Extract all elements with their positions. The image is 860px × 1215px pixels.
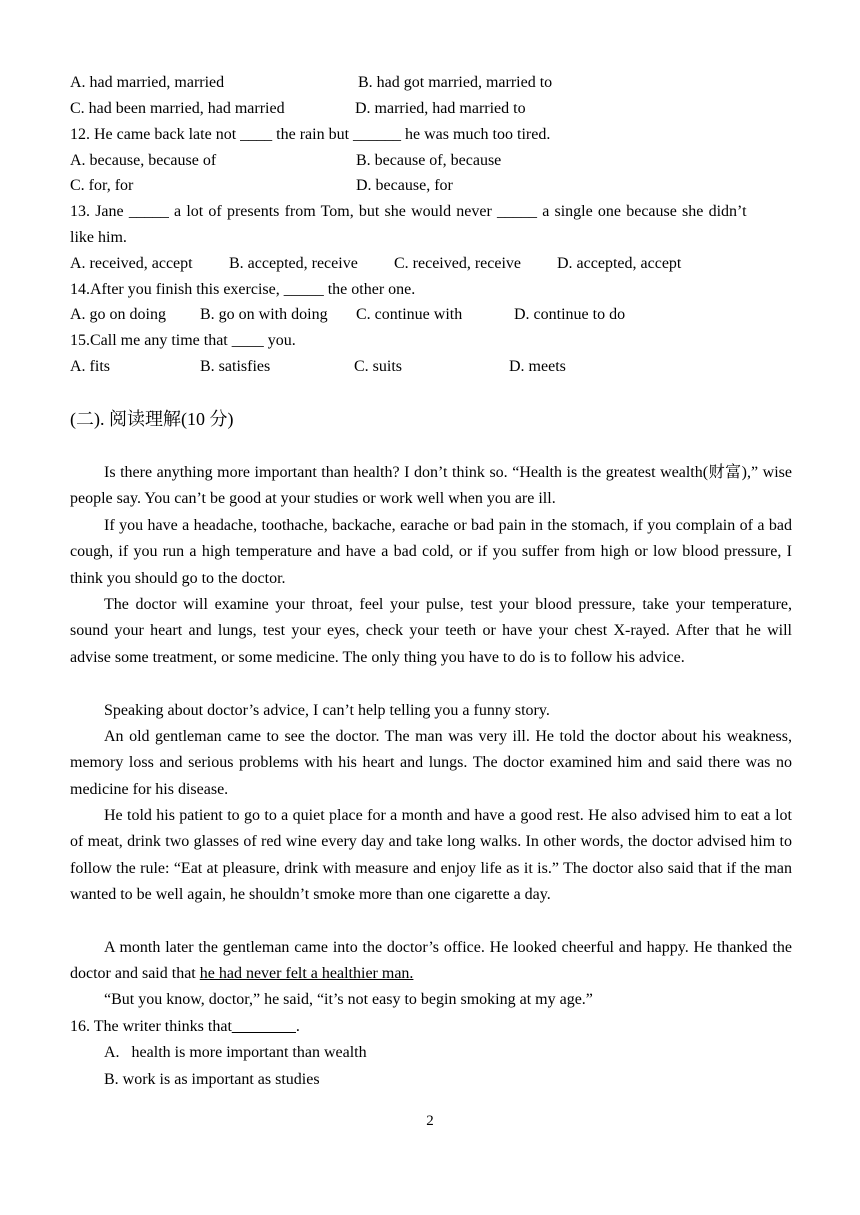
- q15-stem: 15.Call me any time that ____ you.: [70, 332, 296, 349]
- q12-option-d: D. because, for: [356, 177, 453, 194]
- q14-option-c: C. continue with: [356, 306, 463, 323]
- q13-option-c: C. received, receive: [394, 255, 522, 272]
- q13-stem-line1: 13. Jane _____ a lot of presents from Tom, but she would never _____ a single one because she didn’t: [70, 203, 747, 220]
- q14-option-b: B. go on with doing: [200, 306, 328, 323]
- q16-stem-text: 16. The writer thinks that: [70, 1018, 232, 1035]
- q15-option-a: A. fits: [70, 358, 110, 375]
- paragraph-7-text: A month later the gentleman came into the doctor’s office. He looked cheerful and happy. He thanked the doctor and said that: [70, 939, 792, 983]
- q12-option-c: C. for, for: [70, 177, 134, 194]
- q16-stem: [70, 1014, 300, 1040]
- q11-option-d: D. married, had married to: [355, 100, 526, 117]
- q15-option-c: C. suits: [354, 358, 403, 375]
- underlined-sentence: he had never felt a healthier man.: [199, 965, 414, 983]
- passage-paragraph-8: “But you know, doctor,” he said, “it’s not easy to begin smoking at my age.”: [104, 991, 593, 1008]
- passage-paragraph-5: An old gentleman came to see the doctor. The man was very ill. He told the doctor about his weakness, memory loss and serious problems with his heart and lungs. The doctor examined him and said there was no medicine for his disease.: [70, 728, 792, 798]
- q11-option-b: B. had got married, married to: [358, 74, 553, 91]
- q14-option-d: D. continue to do: [514, 306, 626, 323]
- q13-stem-line2: like him.: [70, 229, 127, 246]
- q12-option-a: A. because, because of: [70, 152, 217, 169]
- q13-option-a: A. received, accept: [70, 255, 193, 272]
- q13-option-b: B. accepted, receive: [229, 255, 358, 272]
- q16-option-a: A. health is more important than wealth: [104, 1044, 367, 1061]
- passage-paragraph-6: He told his patient to go to a quiet place for a month and have a good rest. He also advised him to eat a lot of meat, drink two glasses of red wine every day and take long walks. In other words, the doctor advised him to follow the rule: “Eat at pleasure, drink with measure and enjoy life as it is.” The doctor also said that if the man wanted to be well again, he shouldn’t smoke more than one cigarette a day.: [70, 807, 792, 903]
- passage-paragraph-3: The doctor will examine your throat, feel your pulse, test your blood pressure, take your temperature, sound your heart and lungs, test your eyes, check your teeth or have your chest X-rayed. After that he will advise some treatment, or some medicine. The only thing you have to do is to follow his advice.: [70, 596, 792, 666]
- passage-paragraph-1: Is there anything more important than health? I don’t think so. “Health is the greatest wealth(财富),” wise people say. You can’t be good at your studies or work well when you are ill.: [70, 464, 792, 508]
- section-heading: (二). 阅读理解(10 分): [70, 409, 234, 429]
- page-number: 2: [426, 1113, 434, 1129]
- q15-option-d: D. meets: [509, 358, 566, 375]
- q11-option-c: C. had been married, had married: [70, 100, 285, 117]
- q11-option-a: A. had married, married: [70, 74, 225, 91]
- q12-option-b: B. because of, because: [356, 152, 502, 169]
- passage-paragraph-4: Speaking about doctor’s advice, I can’t help telling you a funny story.: [104, 702, 550, 719]
- q16-option-b: B. work is as important as studies: [104, 1071, 320, 1088]
- q15-option-b: B. satisfies: [200, 358, 271, 375]
- q14-option-a: A. go on doing: [70, 306, 166, 323]
- q12-stem: 12. He came back late not ____ the rain but ______ he was much too tired.: [70, 126, 551, 143]
- q13-option-d: D. accepted, accept: [557, 255, 682, 272]
- q16-stem-end: .: [295, 1018, 300, 1035]
- q14-stem: 14.After you finish this exercise, _____ the other one.: [70, 281, 416, 298]
- q16-answer-blank: ________: [231, 1018, 296, 1035]
- passage-paragraph-2: If you have a headache, toothache, backache, earache or bad pain in the stomach, if you complain of a bad cough, if you run a high temperature and have a bad cold, or if you suffer from high or low blood pressure, I think you should go to the doctor.: [70, 517, 792, 587]
- passage-paragraph-7: [70, 935, 792, 988]
